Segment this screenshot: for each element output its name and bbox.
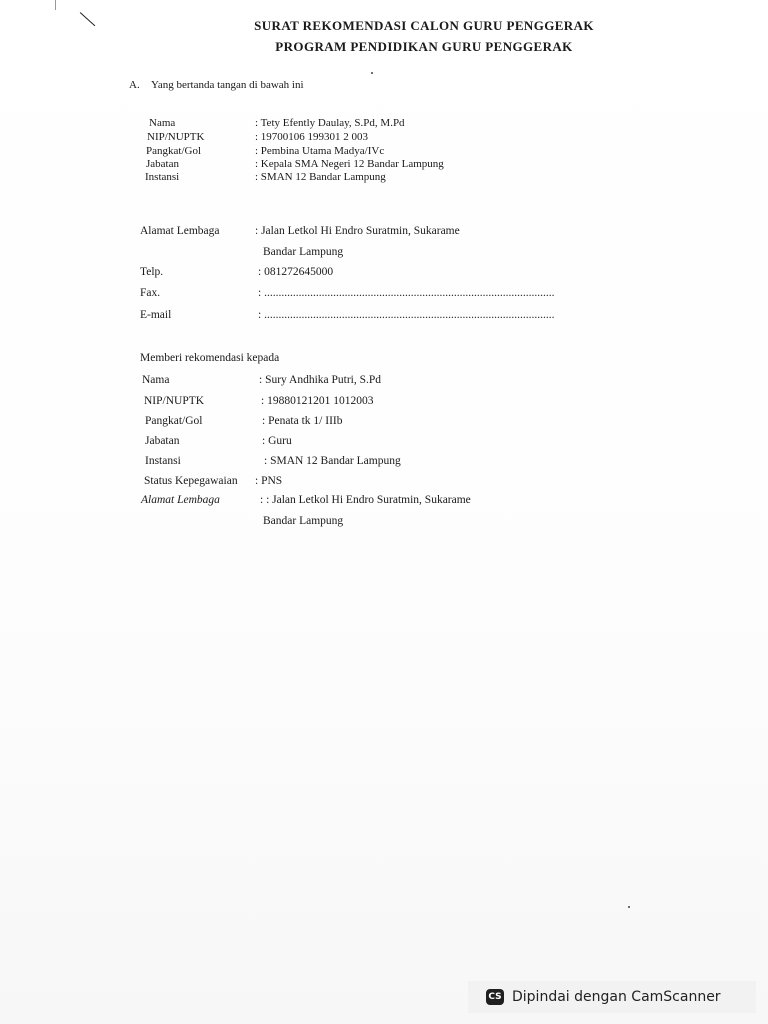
- field-value: : .....................................................................................................: [258, 287, 555, 299]
- field-value: Bandar Lampung: [263, 246, 344, 258]
- field-value: : Pembina Utama Madya/IVc: [255, 145, 385, 157]
- camscanner-label: Dipindai dengan CamScanner: [512, 989, 721, 1005]
- field-label: Nama: [142, 374, 170, 386]
- section-letter: A.: [129, 79, 140, 91]
- field-label: Pangkat/Gol: [145, 415, 203, 427]
- camscanner-footer: [468, 981, 756, 1013]
- field-value: : 081272645000: [258, 266, 334, 278]
- section-a-heading: [129, 79, 304, 91]
- field-value: : Jalan Letkol Hi Endro Suratmin, Sukarame: [255, 225, 460, 237]
- field-value: Bandar Lampung: [263, 515, 344, 527]
- field-value: : Sury Andhika Putri, S.Pd: [259, 374, 382, 386]
- document-title-line-2: PROGRAM PENDIDIKAN GURU PENGGERAK: [275, 39, 573, 54]
- field-value: : SMAN 12 Bandar Lampung: [255, 171, 386, 183]
- field-label: Pangkat/Gol: [146, 145, 201, 157]
- section-intro: Yang bertanda tangan di bawah ini: [151, 79, 304, 91]
- field-label: NIP/NUPTK: [144, 395, 205, 407]
- field-label: Jabatan: [146, 158, 179, 170]
- field-value: : Tety Efently Daulay, S.Pd, M.Pd: [255, 117, 405, 129]
- scan-speck: [371, 72, 373, 74]
- field-label: Instansi: [145, 455, 181, 467]
- field-label: Jabatan: [145, 435, 180, 447]
- recommendation-intro: Memberi rekomendasi kepada: [140, 352, 280, 364]
- field-label: Alamat Lembaga: [141, 494, 220, 506]
- field-label: Telp.: [140, 266, 164, 278]
- field-value: : 19700106 199301 2 003: [255, 131, 369, 143]
- field-label: Alamat Lembaga: [140, 225, 220, 237]
- field-label: NIP/NUPTK: [147, 131, 205, 143]
- field-value: : SMAN 12 Bandar Lampung: [264, 455, 401, 467]
- field-value: : .....................................................................................................: [258, 309, 555, 321]
- field-value: : Penata tk 1/ IIIb: [262, 415, 343, 427]
- scan-speck: [628, 906, 630, 908]
- field-label: Instansi: [145, 171, 180, 183]
- field-label: Fax.: [140, 287, 161, 299]
- field-label: E-mail: [140, 309, 172, 321]
- document-title-line-1: SURAT REKOMENDASI CALON GURU PENGGERAK: [254, 18, 594, 33]
- field-label: Nama: [149, 117, 176, 129]
- field-label: Status Kepegawaian: [144, 475, 238, 487]
- camscanner-icon: CS: [486, 989, 504, 1005]
- field-value: : PNS: [255, 475, 283, 487]
- field-value: : 19880121201 1012003: [261, 395, 374, 407]
- scan-mark: [55, 0, 56, 10]
- field-value: : : Jalan Letkol Hi Endro Suratmin, Sukarame: [260, 494, 471, 506]
- field-value: : Guru: [262, 435, 292, 447]
- field-value: : Kepala SMA Negeri 12 Bandar Lampung: [255, 158, 444, 170]
